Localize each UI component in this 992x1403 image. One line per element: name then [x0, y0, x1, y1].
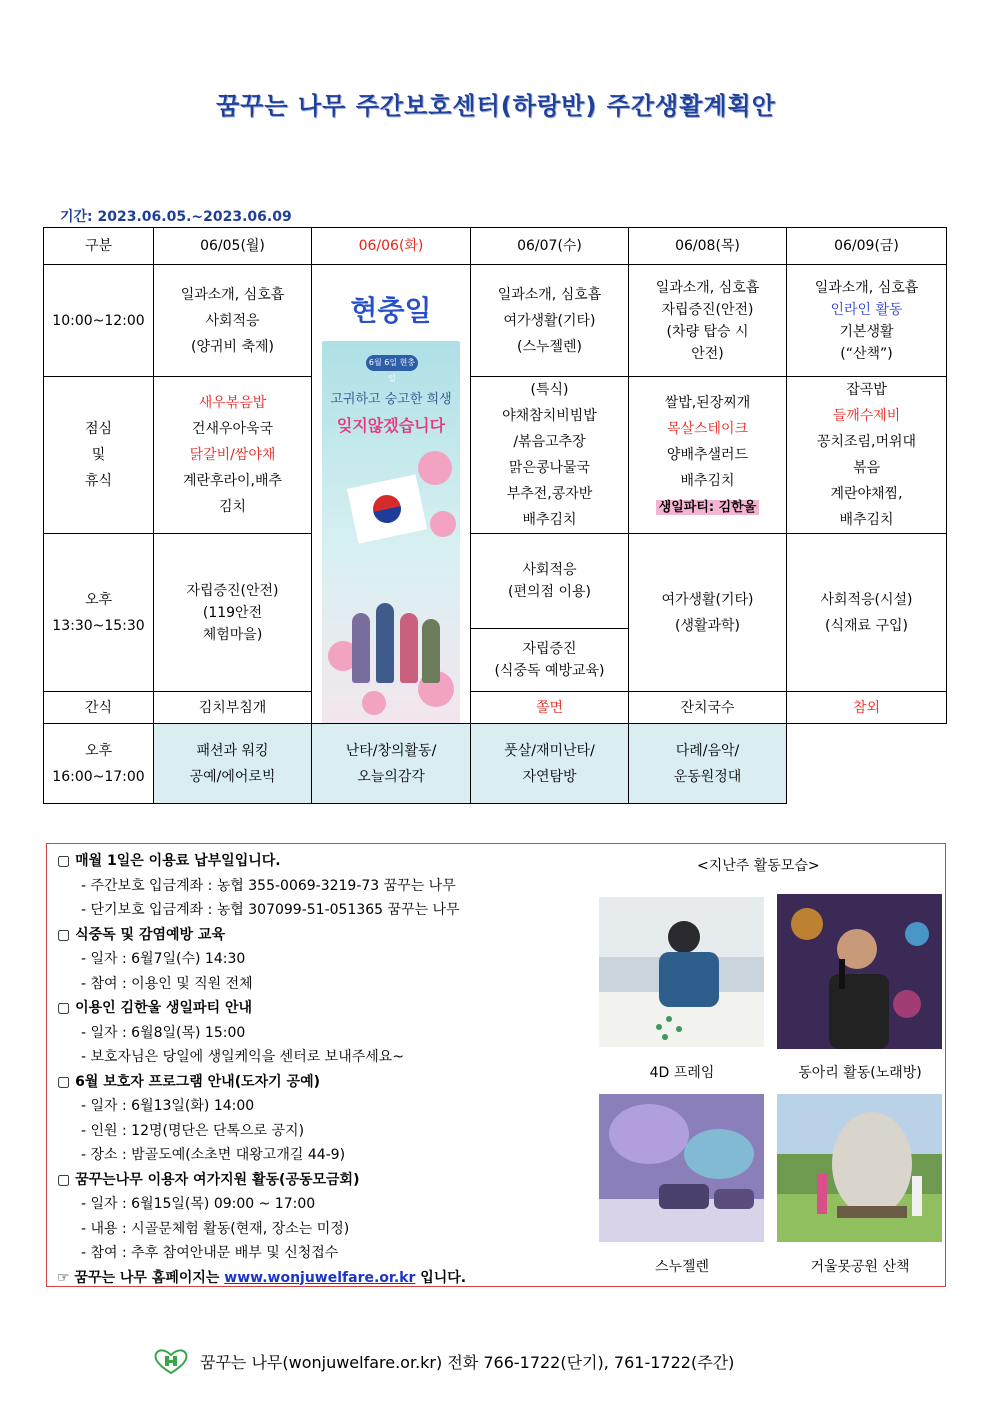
notice-item: - 주간보호 입금계좌 : 농협 355-0069-3219-73 꿈꾸는 나무 [81, 877, 456, 894]
homepage-link[interactable]: www.wonjuwelfare.or.kr [224, 1269, 416, 1286]
table-row-snack [44, 692, 947, 724]
notice-item: - 참여 : 추후 참여안내문 배부 및 신청접수 [81, 1245, 339, 1261]
notice-item: - 일자 : 6월13일(화) 14:00 [81, 1098, 255, 1114]
notice-list [57, 849, 466, 1290]
cell-snack-mon: 김치부침개 [154, 692, 312, 724]
snack-label: 간식 [44, 692, 154, 724]
flower-icon [430, 511, 456, 537]
holiday-label: 현충일 [350, 294, 432, 327]
header-fri: 06/09(금) [787, 228, 947, 265]
caption-4d-frame: 4D 프레임 [649, 1065, 715, 1081]
cell-snack-wed: 쫄면 [471, 692, 629, 724]
header-tue: 06/06(화) [312, 228, 471, 265]
birthday-party-badge: 생일파티: 김한울 [656, 500, 760, 515]
notice-box [46, 843, 946, 1287]
cell-lunch-wed: (특식) 야채참치비빔밥 /볶음고추장 맑은콩나물국 부추전,콩자반 배추김치 [471, 377, 629, 534]
cell-morning-mon: 일과소개, 심호흡 사회적응 (양귀비 축제) [154, 265, 312, 377]
cell-lunch-fri: 잡곡밥 들깨수제비 꽁치조림,머위대 볶음 계란야채찜, 배추김치 [787, 377, 947, 534]
notice-head: ▢ 매월 1일은 이용료 납부일입니다. [57, 853, 281, 869]
cell-evening-thu: 풋살/재미난타/ 자연탐방 [471, 724, 629, 804]
person-icon [422, 619, 440, 683]
memorial-day-poster [322, 341, 460, 723]
cell-evening-mon: 패션과 워킹 공예/에어로빅 [154, 724, 312, 804]
notice-head: ▢ 이용인 김한울 생일파티 안내 [57, 1000, 253, 1016]
person-icon [352, 613, 370, 683]
cell-snack-fri: 참외 [787, 692, 947, 724]
cell-snack-thu: 잔치국수 [629, 692, 787, 724]
gallery-title: <지난주 활동모습> [697, 858, 820, 874]
photo-4d-frame [599, 897, 764, 1047]
cell-lunch-mon: 새우볶음밥 건새우아욱국 닭갈비/쌈야채 계란후라이,배추 김치 [154, 377, 312, 534]
cell-evening-wed: 난타/창의활동/ 오늘의감각 [312, 724, 471, 804]
cell-holiday-tue [312, 265, 471, 724]
period-label: 기간: 2023.06.05.~2023.06.09 [60, 209, 292, 225]
footer [152, 1347, 734, 1375]
time-afternoon: 오후 13:30~15:30 [44, 534, 154, 692]
notice-item: - 단기보호 입금계좌 : 농협 307099-51-051365 꿈꾸는 나무 [81, 902, 460, 918]
footer-text: 꿈꾸는 나무(wonjuwelfare.or.kr) 전화 766-1722(단기), 761-1722(주간) [200, 1352, 735, 1372]
caption-snoezelen: 스누젤렌 [654, 1259, 710, 1275]
cell-morning-thu: 일과소개, 심호흡 자립증진(안전) (차량 탑승 시 안전) [629, 265, 787, 377]
page-title: 꿈꾸는 나무 주간보호센터(하랑반) 주간생활계획안 [216, 92, 776, 120]
notice-item: - 인원 : 12명(명단은 단톡으로 공지) [81, 1122, 305, 1139]
photo-karaoke [777, 894, 942, 1049]
center-logo-icon [152, 1347, 190, 1375]
homepage-line: ☞ 꿈꾸는 나무 홈페이지는 www.wonjuwelfare.or.kr 입니다. [57, 1269, 467, 1286]
time-morning: 10:00~12:00 [44, 265, 154, 377]
photo-park-walk [777, 1094, 942, 1242]
flower-icon [418, 451, 452, 485]
header-wed: 06/07(수) [471, 228, 629, 265]
notice-item: - 일자 : 6월7일(수) 14:30 [81, 951, 246, 967]
person-icon [376, 603, 394, 683]
person-icon [400, 613, 418, 683]
notice-head: ▢ 6월 보호자 프로그램 안내(도자기 공예) [57, 1073, 320, 1090]
header-category: 구분 [44, 228, 154, 265]
table-row-afternoon-a [44, 534, 947, 629]
poster-line1: 고귀하고 숭고한 희생 [330, 392, 452, 407]
cell-afternoon-mon: 자립증진(안전) (119안전 체험마을) [154, 534, 312, 692]
cell-evening-fri: 다례/음악/ 운동원정대 [629, 724, 787, 804]
table-row-morning [44, 265, 947, 377]
photo-snoezelen [599, 1094, 764, 1242]
header-mon: 06/05(월) [154, 228, 312, 265]
cell-afternoon-fri: 사회적응(시설) (식재료 구입) [787, 534, 947, 692]
time-evening: 오후 16:00~17:00 [44, 724, 154, 804]
table-header-row [44, 228, 947, 265]
cell-afternoon-wed-a: 사회적응 (편의점 이용) [471, 534, 629, 629]
weekly-plan-table [43, 227, 947, 804]
table-row-evening [44, 724, 947, 804]
notice-head: ▢ 식중독 및 감염예방 교육 [57, 926, 225, 943]
poster-line2: 잊지않겠습니다 [336, 416, 446, 435]
caption-park-walk: 거울못공원 산책 [810, 1259, 910, 1275]
korean-flag-icon [347, 474, 427, 543]
notice-head: ▢ 꿈꾸는나무 이용자 여가지원 활동(공동모금회) [57, 1171, 360, 1188]
cell-afternoon-wed-b: 자립증진 (식중독 예방교육) [471, 629, 629, 692]
poster-tag: 6월 6일 현충일 [366, 355, 418, 371]
time-lunch: 점심 및 휴식 [44, 377, 154, 534]
cell-afternoon-thu: 여가생활(기타) (생활과학) [629, 534, 787, 692]
flower-icon [362, 691, 386, 715]
cell-lunch-thu: 쌀밥,된장찌개 목살스테이크 양배추샐러드 배추김치 생일파티: 김한울 [629, 377, 787, 534]
cell-morning-wed: 일과소개, 심호흡 여가생활(기타) (스누젤렌) [471, 265, 629, 377]
notice-item: - 장소 : 밤골도예(소초면 대왕고개길 44-9) [81, 1147, 346, 1163]
notice-item: - 보호자님은 당일에 생일케익을 센터로 보내주세요~ [81, 1049, 405, 1065]
notice-item: - 내용 : 시골문체험 활동(현재, 장소는 미정) [81, 1220, 350, 1237]
caption-karaoke: 동아리 활동(노래방) [798, 1065, 922, 1081]
table-row-lunch [44, 377, 947, 534]
notice-item: - 참여 : 이용인 및 직원 전체 [81, 975, 253, 992]
notice-item: - 일자 : 6월15일(목) 09:00 ~ 17:00 [81, 1196, 316, 1212]
notice-item: - 일자 : 6월8일(목) 15:00 [81, 1024, 246, 1041]
header-thu: 06/08(목) [629, 228, 787, 265]
cell-morning-fri: 일과소개, 심호흡 인라인 활동 기본생활 (“산책”) [787, 265, 947, 377]
